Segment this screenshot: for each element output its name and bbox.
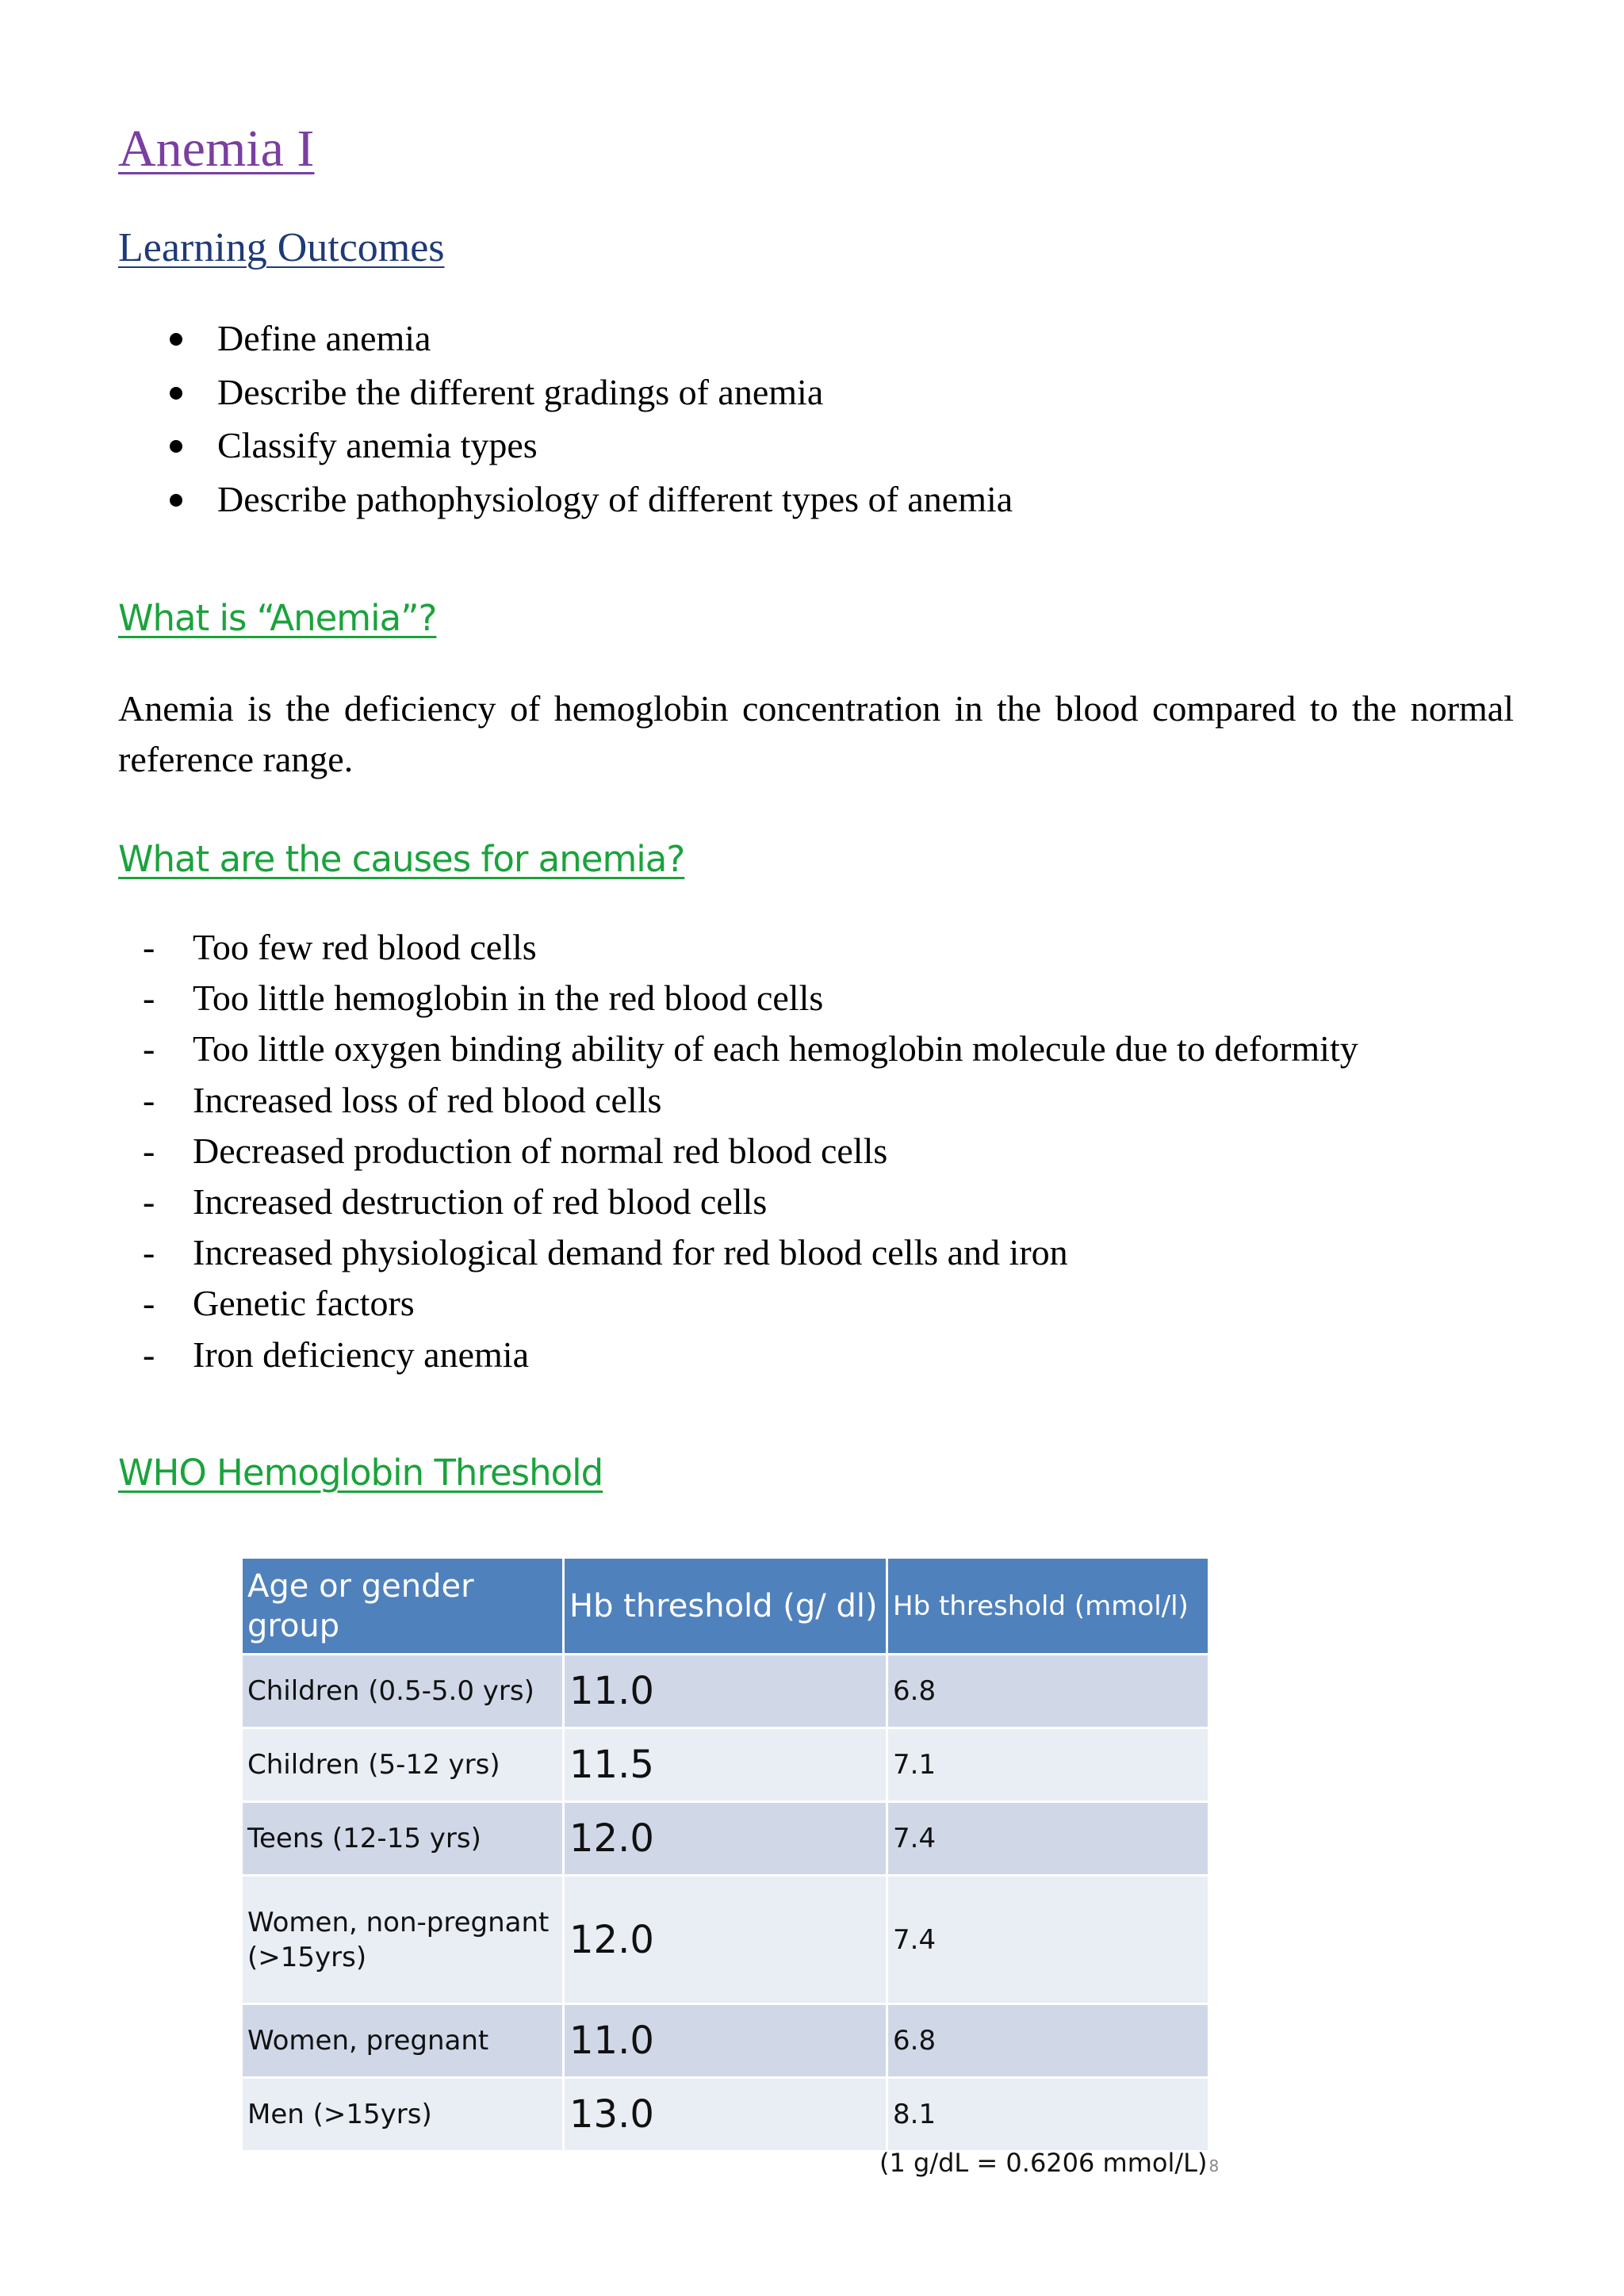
dash-icon: - — [143, 978, 155, 1019]
list-item: - Too little oxygen binding ability of each hemoglobin molecule due to deformity — [0, 1024, 1358, 1074]
causes-heading: What are the causes for anemia? — [118, 838, 685, 880]
list-item: - Too few red blood cells — [0, 922, 1358, 973]
col-header-group: Age or gender group — [242, 1558, 564, 1655]
table-row: Children (5-12 yrs) 11.5 7.1 — [242, 1728, 1209, 1802]
table-row: Men (>15yrs) 13.0 8.1 — [242, 2078, 1209, 2152]
dash-icon: - — [143, 1028, 155, 1070]
dash-icon: - — [143, 1232, 155, 1273]
list-item: Describe pathophysiology of different types of anemia — [0, 473, 1013, 526]
hb-threshold-table-image — [240, 1556, 1208, 2152]
list-item: Describe the different gradings of anemia — [0, 365, 1013, 419]
learning-outcomes-list — [0, 312, 1013, 526]
causes-list — [0, 922, 1358, 1380]
bullet-icon — [170, 387, 182, 400]
list-item: - Increased physiological demand for red blood cells and iron — [0, 1227, 1358, 1278]
table-row: Children (0.5-5.0 yrs) 11.0 6.8 — [242, 1655, 1209, 1728]
list-item: - Decreased production of normal red blood cells — [0, 1126, 1358, 1177]
bullet-icon — [170, 440, 182, 453]
what-is-anemia-heading: What is “Anemia”? — [118, 597, 437, 639]
dash-icon: - — [143, 1334, 155, 1375]
learning-outcomes-heading: Learning Outcomes — [118, 225, 445, 270]
list-item: Define anemia — [0, 312, 1013, 365]
table-row: Teens (12-15 yrs) 12.0 7.4 — [242, 1802, 1209, 1876]
col-header-hb-gdl: Hb threshold (g/ dl) — [564, 1558, 887, 1655]
who-threshold-heading: WHO Hemoglobin Threshold — [118, 1452, 603, 1494]
dash-icon: - — [143, 927, 155, 967]
slide-number: 8 — [1208, 2156, 1220, 2175]
dash-icon: - — [143, 1130, 155, 1171]
dash-icon: - — [143, 1181, 155, 1222]
anemia-definition: Anemia is the deficiency of hemoglobin concentration in the blood compared to the normal reference range. — [118, 688, 1514, 779]
list-item: Classify anemia types — [0, 419, 1013, 473]
bullet-icon — [170, 333, 182, 346]
list-item: - Increased loss of red blood cells — [0, 1075, 1358, 1126]
dash-icon: - — [143, 1283, 155, 1324]
col-header-hb-mmol: Hb threshold (mmol/l) — [887, 1558, 1209, 1655]
page-title: Anemia I — [118, 120, 315, 178]
list-item: - Increased destruction of red blood cells — [0, 1177, 1358, 1227]
table-row: Women, pregnant 11.0 6.8 — [242, 2004, 1209, 2078]
bullet-icon — [170, 494, 182, 507]
conversion-footnote: (1 g/dL = 0.6206 mmol/L) 8 — [879, 2148, 1220, 2178]
dash-icon: - — [143, 1079, 155, 1120]
list-item: - Too little hemoglobin in the red blood cells — [0, 973, 1358, 1024]
list-item: - Genetic factors — [0, 1278, 1358, 1329]
hb-threshold-table — [240, 1556, 1210, 2152]
list-item: - Iron deficiency anemia — [0, 1330, 1358, 1380]
table-header-row — [242, 1558, 1209, 1655]
table-row: Women, non-pregnant (>15yrs) 12.0 7.4 — [242, 1876, 1209, 2004]
